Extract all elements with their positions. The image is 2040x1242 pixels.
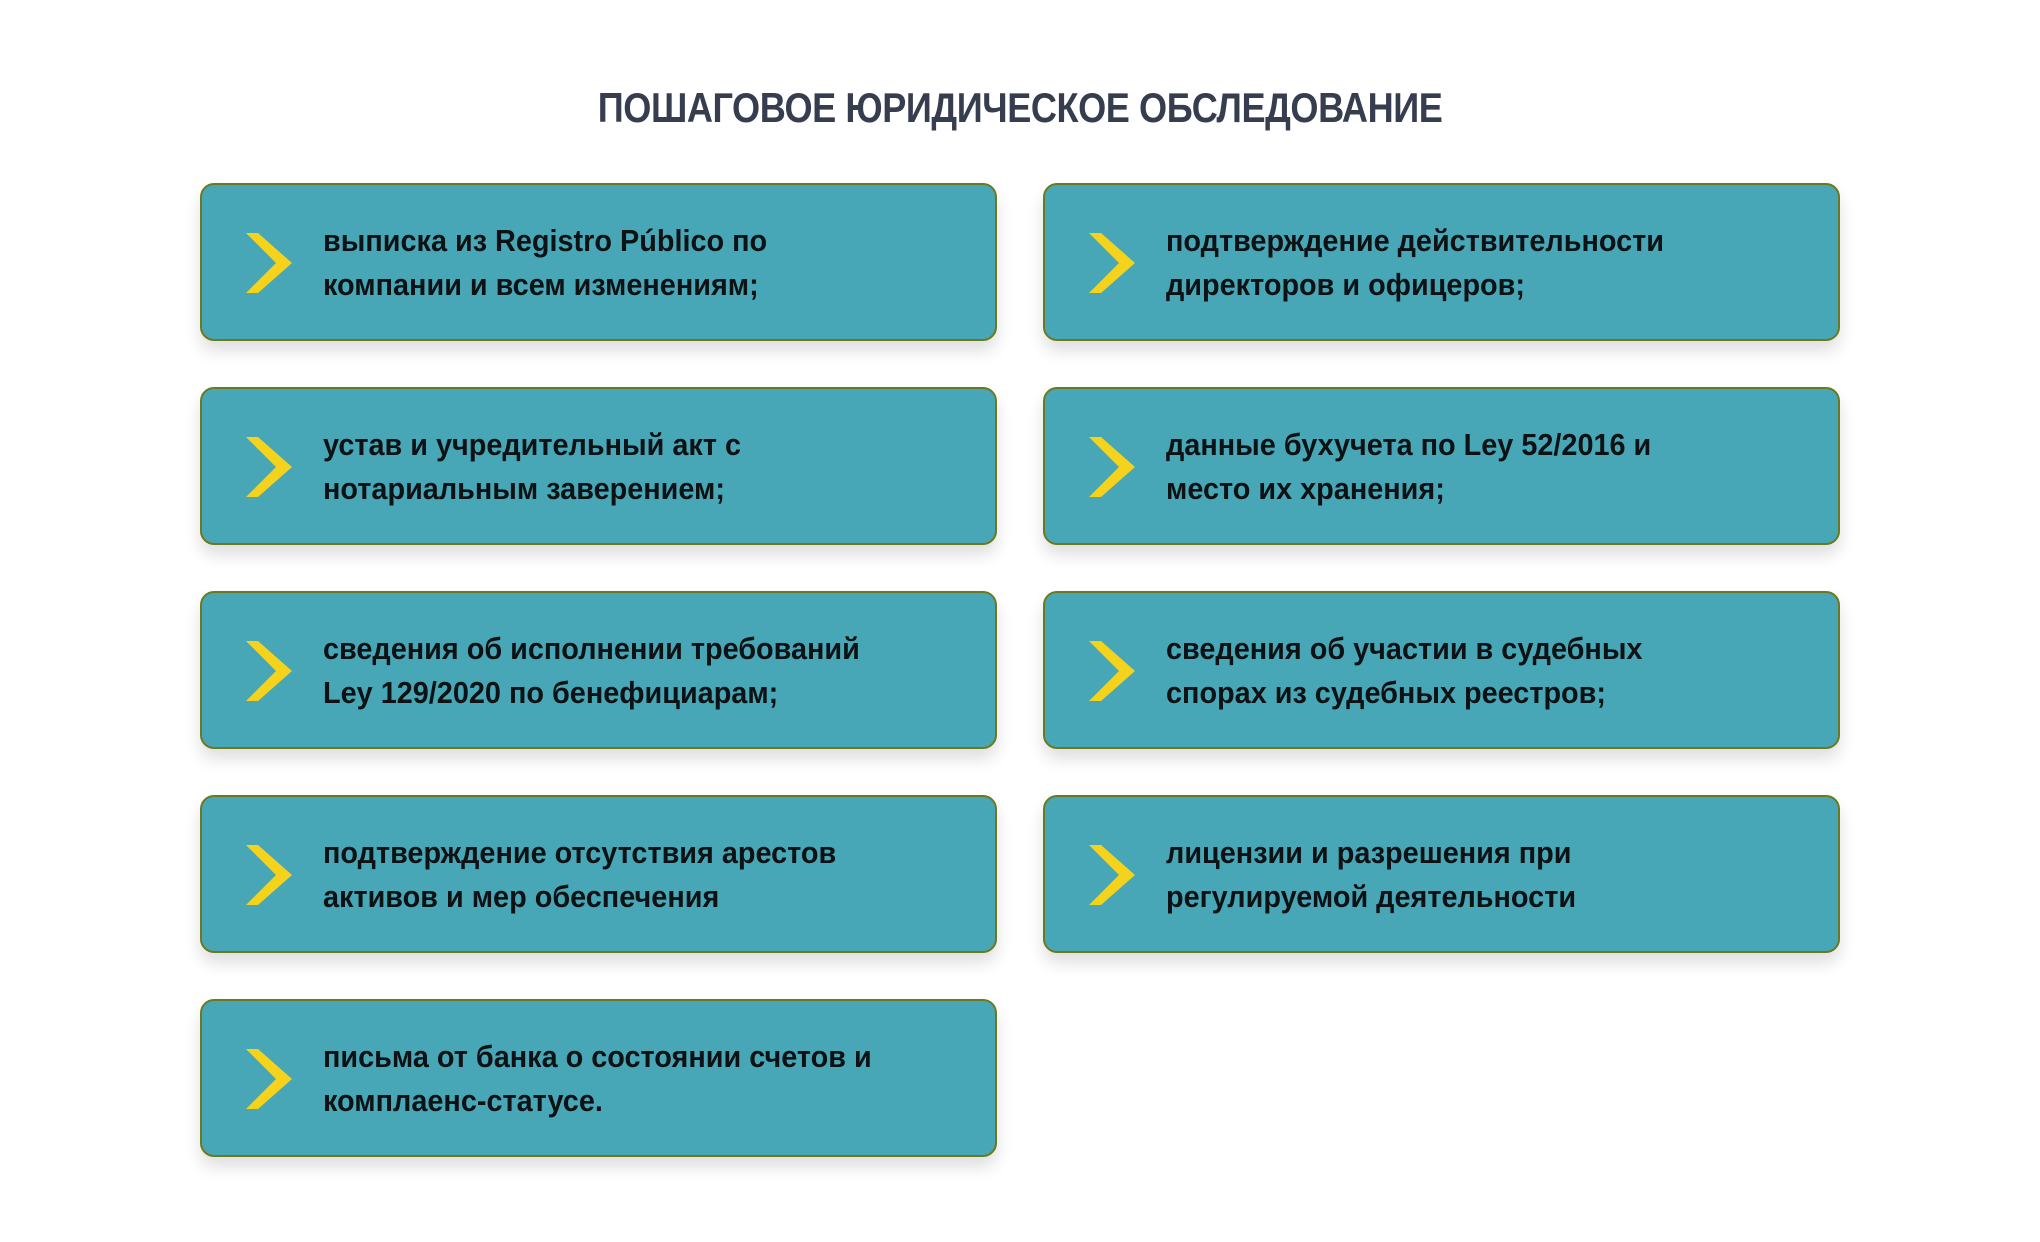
card-text xyxy=(1166,423,1816,511)
chevron-right-icon xyxy=(246,437,292,497)
card-text-line: данные бухучета по Ley 52/2016 и xyxy=(1166,427,1652,462)
card-text-line: место их хранения; xyxy=(1166,471,1445,506)
checklist-card xyxy=(200,999,997,1157)
checklist-card xyxy=(200,591,997,749)
checklist-card xyxy=(1043,591,1840,749)
card-text xyxy=(323,627,973,715)
checklist-card xyxy=(200,387,997,545)
card-text xyxy=(323,1035,973,1123)
card-text-line: сведения об участии в судебных xyxy=(1166,631,1643,666)
chevron-right-icon xyxy=(1089,233,1135,293)
chevron-right-icon xyxy=(246,1049,292,1109)
chevron-right-icon xyxy=(246,845,292,905)
card-text xyxy=(323,423,973,511)
card-text xyxy=(323,831,973,919)
card-text-line: директоров и офицеров; xyxy=(1166,267,1526,302)
card-text-line: Ley 129/2020 по бенефициарам; xyxy=(323,675,779,710)
card-text xyxy=(1166,831,1816,919)
checklist-card xyxy=(200,183,997,341)
card-text-line: регулируемой деятельности xyxy=(1166,879,1577,914)
card-text-line: нотариальным заверением; xyxy=(323,471,725,506)
chevron-right-icon xyxy=(1089,845,1135,905)
card-text-line: подтверждение действительности xyxy=(1166,223,1665,258)
card-text-line: активов и мер обеспечения xyxy=(323,879,720,914)
checklist-card xyxy=(200,795,997,953)
card-text-line: компании и всем изменениям; xyxy=(323,267,759,302)
card-text-line: комплаенс-статусе. xyxy=(323,1083,603,1118)
card-text-line: лицензии и разрешения при xyxy=(1166,835,1572,870)
page-title-text: ПОШАГОВОЕ ЮРИДИЧЕСКОЕ ОБСЛЕДОВАНИЕ xyxy=(597,84,1443,131)
card-text xyxy=(1166,219,1816,307)
card-text xyxy=(1166,627,1816,715)
card-text-line: устав и учредительный акт с xyxy=(323,427,742,462)
card-text-line: подтверждение отсутствия арестов xyxy=(323,835,837,870)
card-text-line: спорах из судебных реестров; xyxy=(1166,675,1607,710)
page-title xyxy=(0,84,2040,132)
card-text-line: выписка из Registro Público по xyxy=(323,223,768,258)
card-text-line: письма от банка о состоянии счетов и xyxy=(323,1039,872,1074)
chevron-right-icon xyxy=(1089,641,1135,701)
card-text-line: сведения об исполнении требований xyxy=(323,631,860,666)
chevron-right-icon xyxy=(246,233,292,293)
checklist-card xyxy=(1043,387,1840,545)
chevron-right-icon xyxy=(1089,437,1135,497)
checklist-card xyxy=(1043,795,1840,953)
card-text xyxy=(323,219,973,307)
checklist-card xyxy=(1043,183,1840,341)
chevron-right-icon xyxy=(246,641,292,701)
